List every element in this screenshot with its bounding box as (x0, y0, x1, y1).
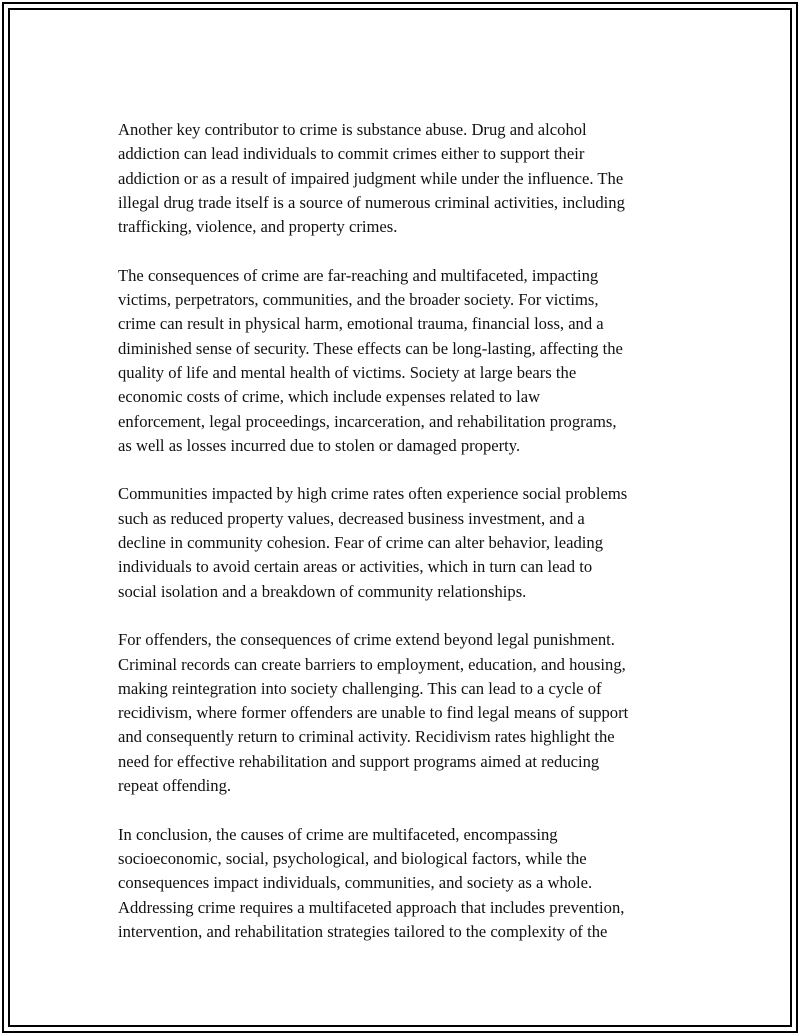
paragraph-substance-abuse: Another key contributor to crime is substance abuse. Drug and alcohol addiction can lead individuals to commit crimes either to support their addiction or as a result of impaired judgment while under the influence. The illegal drug trade itself is a source of numerous criminal activities, including trafficking, violence, and property crimes. (118, 120, 625, 237)
paragraph-communities: Communities impacted by high crime rates often experience social problems such as reduced property values, decreased business investment, and a decline in community cohesion. Fear of crime can alter behavior, leading individuals to avoid certain areas or activities, which in turn can lead to social isolation and a breakdown of community relationships. (118, 484, 628, 601)
paragraph-consequences: The consequences of crime are far-reaching and multifaceted, impacting victims, perpetrators, communities, and the broader society. For victims, crime can result in physical harm, emotional trauma, financial loss, and a diminished sense of security. These effects can be long-lasting, affecting the quality of life and mental health of victims. Society at large bears the economic costs of crime, which include expenses related to law enforcement, legal proceedings, incarceration, and rehabilitation programs, as well as losses incurred due to stolen or damaged property. (118, 265, 623, 455)
paragraph-offenders: For offenders, the consequences of crime extend beyond legal punishment. Criminal records can create barriers to employment, education, and housing, making reintegration into society challenging. This can lead to a cycle of recidivism, where former offenders are unable to find legal means of support and consequently return to criminal activity. Recidivism rates highlight the need for effective rehabilitation and support programs aimed at reducing repeat offending. (118, 630, 629, 796)
paragraph-conclusion: In conclusion, the causes of crime are multifaceted, encompassing socioeconomic, social, psychological, and biological factors, while the consequences impact individuals, communities, and society as a whole. Addressing crime requires a multifaceted approach that includes prevention, intervention, and rehabilitation strategies tailored to the complexity of the (118, 824, 625, 941)
document-body (118, 118, 688, 968)
